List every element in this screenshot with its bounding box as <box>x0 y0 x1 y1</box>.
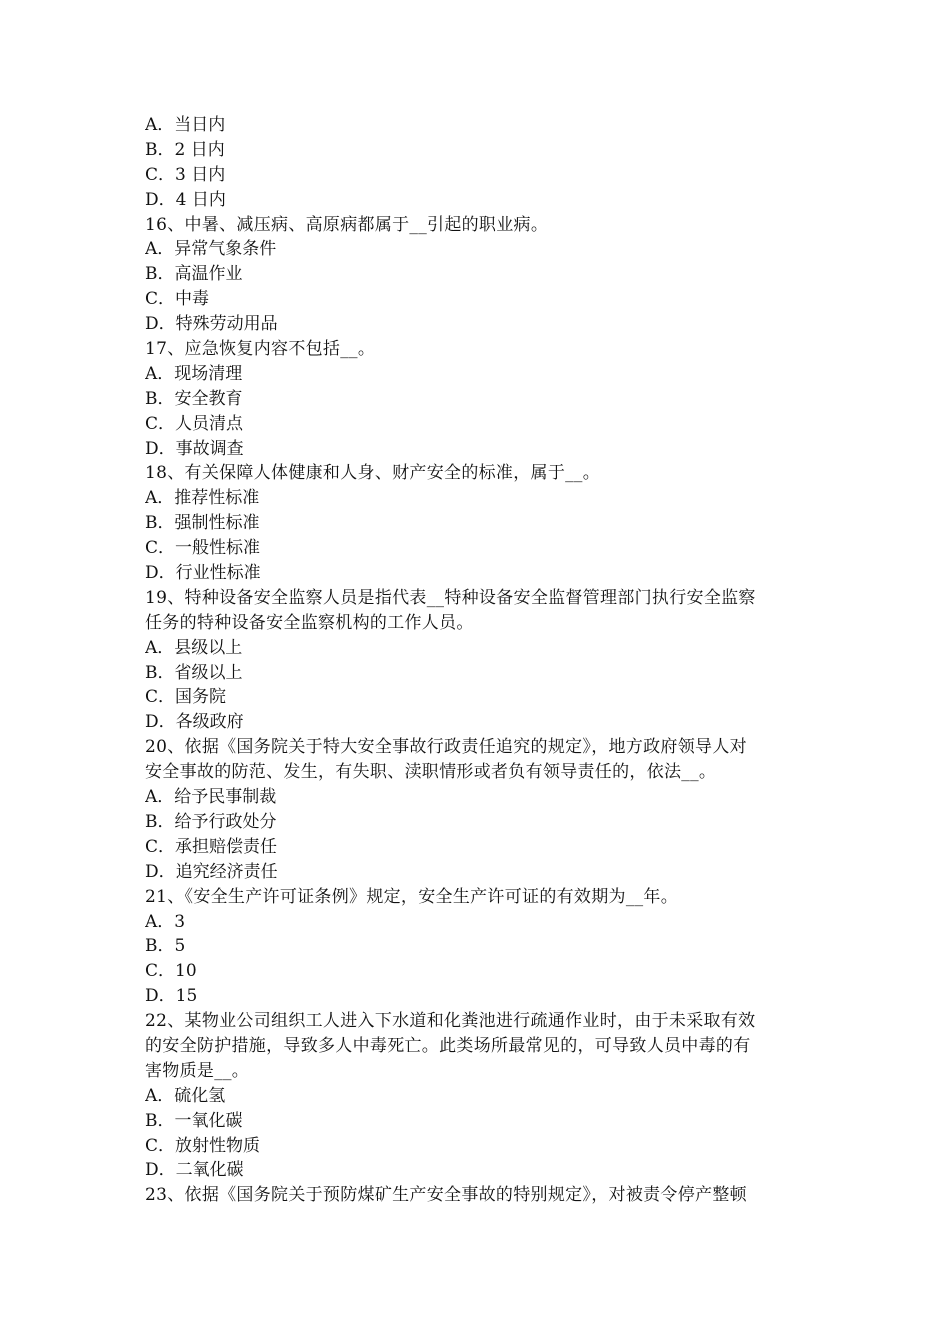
answer-option <box>145 835 810 860</box>
answer-option <box>145 188 810 213</box>
option-line: A．当日内 <box>145 115 226 135</box>
option-line: A．推荐性标准 <box>145 488 260 509</box>
question-text <box>145 1183 810 1208</box>
answer-option <box>145 910 810 935</box>
option-line: B．高温作业 <box>145 264 243 285</box>
option-line: B．给予行政处分 <box>145 811 277 832</box>
answer-option <box>145 536 810 561</box>
option-line: B．省级以上 <box>145 662 243 683</box>
question-line: 18、有关保障人体健康和人身、财产安全的标准，属于__。 <box>145 463 601 484</box>
question-line: 20、依据《国务院关于特大安全事故行政责任追究的规定》，地方政府领导人对 <box>145 737 747 758</box>
question-line: 21、《安全生产许可证条例》规定，安全生产许可证的有效期为__年。 <box>145 886 679 907</box>
question-line: 23、依据《国务院关于预防煤矿生产安全事故的特别规定》，对被责令停产整顿 <box>145 1185 747 1206</box>
option-line: C．10 <box>145 961 197 982</box>
answer-option <box>145 1109 810 1134</box>
option-line: D．各级政府 <box>145 712 244 733</box>
option-line: B．安全教育 <box>145 388 243 409</box>
answer-option <box>145 984 810 1009</box>
answer-option <box>145 387 810 412</box>
answer-option <box>145 362 810 387</box>
option-line: C．一般性标准 <box>145 538 261 559</box>
answer-option <box>145 412 810 437</box>
option-line: D．追究经济责任 <box>145 861 278 882</box>
question-text <box>145 461 810 486</box>
answer-option <box>145 1158 810 1183</box>
answer-option <box>145 685 810 710</box>
answer-option <box>145 1084 810 1109</box>
answer-option <box>145 437 810 462</box>
question-line: 19、特种设备安全监察人员是指代表__特种设备安全监督管理部门执行安全监察 <box>145 587 756 608</box>
question-line: 22、某物业公司组织工人进入下水道和化粪池进行疏通作业时，由于未采取有效 <box>145 1011 756 1032</box>
answer-option <box>145 860 810 885</box>
option-line: D．事故调查 <box>145 438 244 459</box>
question-text <box>145 735 810 785</box>
question-text <box>145 1009 810 1084</box>
answer-option <box>145 113 810 138</box>
option-line: D．15 <box>145 986 198 1007</box>
option-line: C．放射性物质 <box>145 1135 261 1156</box>
question-text <box>145 337 810 362</box>
option-line: A．3 <box>145 911 186 932</box>
option-line: A．现场清理 <box>145 363 243 384</box>
option-line: B．5 <box>145 936 186 957</box>
answer-option <box>145 1134 810 1159</box>
option-line: C．人员清点 <box>145 413 244 434</box>
option-line: C．中毒 <box>145 289 210 310</box>
answer-option <box>145 511 810 536</box>
option-line: A．异常气象条件 <box>145 239 277 260</box>
option-line: A．硫化氢 <box>145 1085 226 1106</box>
option-line: A．县级以上 <box>145 637 243 658</box>
answer-option <box>145 287 810 312</box>
answer-option <box>145 561 810 586</box>
option-line: D．行业性标准 <box>145 563 261 584</box>
question-line: 17、应急恢复内容不包括__。 <box>145 339 376 360</box>
answer-option <box>145 661 810 686</box>
option-line: C．承担赔偿责任 <box>145 836 278 857</box>
option-line: C．国务院 <box>145 687 227 708</box>
answer-option <box>145 237 810 262</box>
question-line: 的安全防护措施，导致多人中毒死亡。此类场所最常见的，可导致人员中毒的有 <box>145 1035 751 1056</box>
option-line: B．2 日内 <box>145 139 225 160</box>
answer-option <box>145 959 810 984</box>
option-line: A．给予民事制裁 <box>145 787 277 808</box>
answer-option <box>145 262 810 287</box>
question-line: 任务的特种设备安全监察机构的工作人员。 <box>145 612 474 633</box>
option-line: D．特殊劳动用品 <box>145 314 278 335</box>
option-line: B．强制性标准 <box>145 513 260 534</box>
answer-option <box>145 785 810 810</box>
answer-option <box>145 486 810 511</box>
question-text <box>145 885 810 910</box>
answer-option <box>145 138 810 163</box>
question-line: 16、中暑、减压病、高原病都属于__引起的职业病。 <box>145 214 549 235</box>
answer-option <box>145 636 810 661</box>
option-line: D．二氧化碳 <box>145 1160 244 1181</box>
option-line: C．3 日内 <box>145 164 226 185</box>
answer-option <box>145 710 810 735</box>
option-line: D．4 日内 <box>145 189 226 210</box>
answer-option <box>145 163 810 188</box>
exam-content <box>145 113 810 1208</box>
answer-option <box>145 810 810 835</box>
answer-option <box>145 934 810 959</box>
question-line: 害物质是__。 <box>145 1060 250 1081</box>
question-text <box>145 586 810 636</box>
question-text <box>145 213 810 238</box>
answer-option <box>145 312 810 337</box>
option-line: B．一氧化碳 <box>145 1110 243 1131</box>
question-line: 安全事故的防范、发生，有失职、渎职情形或者负有领导责任的，依法__。 <box>145 762 717 783</box>
